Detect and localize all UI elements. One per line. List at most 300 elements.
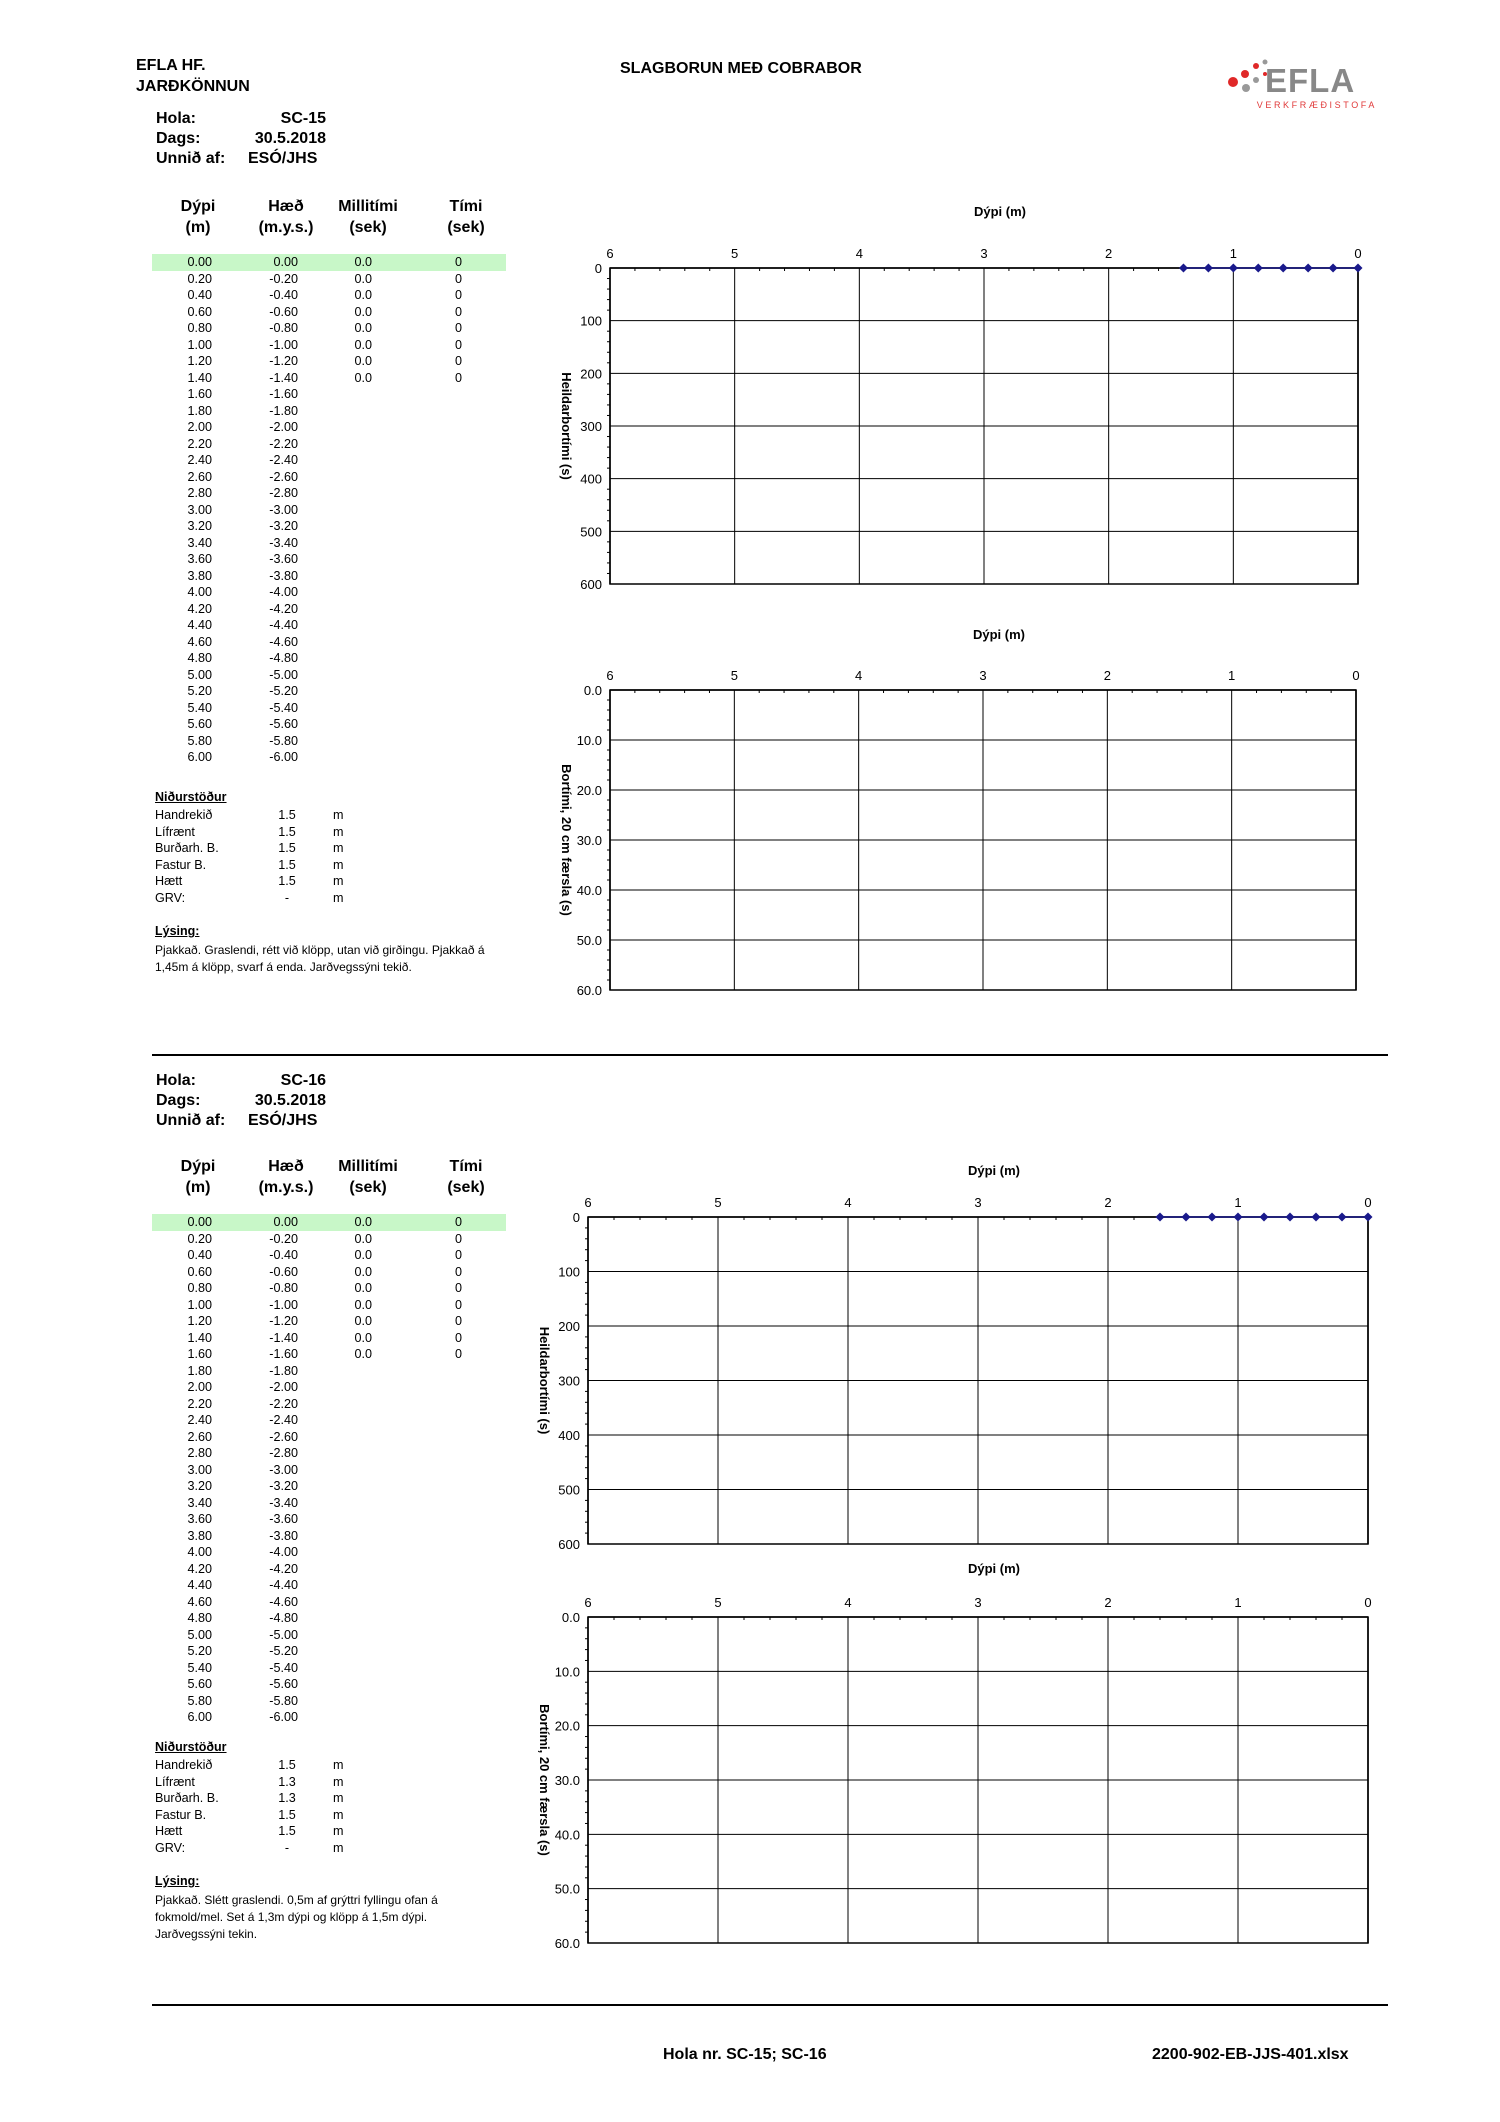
interval-cell: 0.0	[354, 288, 372, 302]
table-row	[152, 584, 506, 601]
result-value: 1.3	[278, 1774, 296, 1789]
y-tick-label: 60.0	[554, 1936, 580, 1951]
hole-date-label: Dags:	[156, 130, 201, 147]
x-tick-label: 2	[1104, 1595, 1112, 1610]
height-cell: -3.40	[269, 535, 298, 550]
y-tick-label: 500	[580, 524, 602, 540]
table-row	[152, 1643, 506, 1660]
y-axis-label: Heildarbortími (s)	[559, 372, 574, 480]
column-header-time-line1: Tími	[449, 1158, 483, 1175]
result-unit: m	[333, 890, 344, 905]
height-cell: -5.80	[269, 733, 298, 748]
depth-cell: 6.00	[187, 750, 212, 764]
time-cell: 0	[454, 255, 462, 269]
height-cell: -3.80	[269, 1528, 298, 1543]
depth-cell: 0.40	[187, 288, 212, 302]
height-cell: -4.60	[269, 1594, 298, 1609]
table-row	[152, 1610, 506, 1627]
result-name: Fastur B.	[155, 1807, 207, 1822]
results-row	[155, 1790, 375, 1807]
column-header-depth-line1: Dýpi	[180, 198, 216, 215]
result-name: Hætt	[155, 874, 183, 888]
interval-cell: 0.0	[354, 337, 372, 352]
result-value: 1.3	[278, 1791, 296, 1805]
height-cell: -0.60	[269, 1264, 298, 1279]
description-title: Lýsing:	[155, 924, 200, 938]
time-cell: 0	[454, 271, 462, 286]
x-tick-label: 1	[1234, 1595, 1242, 1610]
height-cell: -1.40	[269, 370, 298, 385]
result-unit: m	[333, 841, 344, 855]
table-row	[152, 287, 506, 304]
height-cell: -4.00	[269, 1545, 298, 1559]
height-cell: -1.00	[269, 1297, 298, 1312]
height-cell: -3.00	[269, 502, 298, 517]
interval-cell: 0.0	[354, 321, 372, 335]
interval-cell: 0.0	[354, 1264, 372, 1279]
y-tick-label: 0.0	[583, 683, 602, 698]
x-tick-label: 3	[974, 1595, 982, 1610]
interval-cell: 0.0	[354, 370, 372, 385]
depth-cell: 3.00	[187, 502, 212, 517]
column-header-interval	[318, 196, 418, 238]
footer-filename: 2200-902-EB-JJS-401.xlsx	[1152, 2046, 1349, 2063]
chart-sc-15-interval-time	[550, 627, 1366, 1000]
height-cell: -3.60	[269, 552, 298, 566]
height-cell: -1.20	[269, 354, 298, 368]
result-value: 1.5	[278, 857, 296, 872]
hole-id-label: Hola:	[156, 110, 196, 127]
hole-date-row	[156, 1091, 326, 1111]
hole-date-label: Dags:	[156, 1092, 201, 1109]
y-tick-label: 10.0	[576, 733, 602, 748]
column-header-depth	[158, 1156, 238, 1198]
hole-id-row	[156, 109, 326, 129]
depth-cell: 4.00	[187, 1545, 212, 1559]
data-point	[1156, 1213, 1165, 1222]
results-row	[155, 857, 375, 874]
results-row	[155, 890, 375, 907]
interval-cell: 0.0	[354, 1231, 372, 1246]
y-axis-label: Heildarbortími (s)	[537, 1326, 552, 1435]
logo-wordmark: EFLA	[1265, 62, 1356, 99]
depth-cell: 1.60	[187, 387, 212, 401]
column-header-height-line1: Hæð	[268, 1158, 304, 1175]
result-name: Burðarh. B.	[155, 841, 219, 855]
hole-performed-by-value: ESÓ/JHS	[248, 1112, 318, 1129]
x-tick-label: 4	[844, 1195, 852, 1210]
table-row	[152, 551, 506, 568]
depth-cell: 3.60	[187, 1512, 212, 1526]
y-axis-label: Bortími, 20 cm færsla (s)	[537, 1704, 552, 1856]
x-tick-label: 6	[606, 668, 614, 683]
data-point	[1312, 1213, 1321, 1222]
data-point	[1260, 1213, 1269, 1222]
results-row	[155, 1823, 375, 1840]
table-row	[152, 716, 506, 733]
depth-cell: 5.00	[187, 1627, 212, 1642]
table-row	[152, 485, 506, 502]
column-header-time-line2: (sek)	[447, 219, 485, 236]
chart-sc-16-total-time	[528, 1163, 1378, 1554]
depth-cell: 0.80	[187, 1281, 212, 1295]
depth-cell: 0.80	[187, 321, 212, 335]
hole-performed-by-row	[156, 1111, 326, 1131]
interval-cell: 0.0	[354, 1347, 372, 1361]
depth-cell: 0.60	[187, 1264, 212, 1279]
height-cell: -0.20	[269, 271, 298, 286]
table-row	[152, 337, 506, 354]
depth-cell: 5.20	[187, 1644, 212, 1658]
height-cell: -5.40	[269, 700, 298, 715]
depth-cell: 5.60	[187, 717, 212, 731]
y-tick-label: 0	[572, 1210, 580, 1225]
table-row	[152, 452, 506, 469]
time-cell: 0	[454, 321, 462, 335]
time-cell: 0	[454, 1347, 462, 1361]
y-tick-label: 30.0	[576, 833, 602, 848]
height-cell: -5.00	[269, 667, 298, 682]
report-title: SLAGBORUN MEÐ COBRABOR	[620, 60, 862, 77]
table-row	[152, 1544, 506, 1561]
hole-id-label: Hola:	[156, 1072, 196, 1089]
column-header-height-line1: Hæð	[268, 198, 304, 215]
column-header-interval-line1: Millitími	[338, 1158, 398, 1175]
results-row	[155, 840, 375, 857]
height-cell: -2.20	[269, 1396, 298, 1411]
data-point	[1234, 1213, 1243, 1222]
x-tick-label: 6	[606, 246, 614, 261]
height-cell: -1.80	[269, 1363, 298, 1378]
y-tick-label: 50.0	[554, 1881, 580, 1897]
depth-cell: 0.60	[187, 304, 212, 319]
hole-performed-by-label: Unnið af:	[156, 1112, 226, 1129]
result-name: Fastur B.	[155, 857, 207, 872]
hole-id-value: SC-15	[280, 110, 326, 127]
table-row	[152, 1577, 506, 1594]
height-cell: -1.60	[269, 1347, 298, 1361]
depth-cell: 2.40	[187, 453, 212, 467]
height-cell: -6.00	[269, 750, 298, 764]
depth-cell: 1.40	[187, 370, 212, 385]
table-row	[152, 1693, 506, 1710]
x-axis-label: Dýpi (m)	[973, 627, 1025, 642]
result-value: -	[284, 1840, 290, 1855]
depth-cell: 2.00	[187, 1380, 212, 1394]
interval-cell: 0.0	[354, 1314, 372, 1328]
depth-cell: 5.40	[187, 700, 212, 715]
height-cell: 0.00	[273, 1215, 298, 1229]
depth-cell: 1.80	[187, 403, 212, 418]
results-row	[155, 1757, 375, 1774]
table-row	[152, 683, 506, 700]
description-title: Lýsing:	[155, 1874, 200, 1888]
table-row	[152, 1495, 506, 1512]
hole-id-value: SC-16	[280, 1072, 326, 1089]
column-header-interval-line1: Millitími	[338, 198, 398, 215]
interval-cell: 0.0	[354, 1248, 372, 1262]
height-cell: -0.80	[269, 1281, 298, 1295]
results-row	[155, 1840, 375, 1857]
hole-performed-by-row	[156, 149, 326, 169]
time-cell: 0	[454, 1297, 462, 1312]
hole-info	[156, 109, 326, 169]
x-axis-label: Dýpi (m)	[968, 1163, 1020, 1178]
table-row	[152, 386, 506, 403]
height-cell: -5.20	[269, 684, 298, 698]
height-cell: -3.00	[269, 1462, 298, 1477]
results-title: Niðurstöður	[155, 790, 227, 804]
data-point	[1279, 264, 1288, 273]
x-tick-label: 4	[855, 668, 863, 683]
footer-divider	[152, 2004, 1388, 2006]
interval-cell: 0.0	[354, 304, 372, 319]
table-row	[152, 1363, 506, 1380]
y-tick-label: 200	[558, 1319, 580, 1334]
x-tick-label: 3	[974, 1195, 982, 1210]
result-unit: m	[333, 1758, 344, 1772]
data-point	[1304, 264, 1313, 273]
height-cell: -2.80	[269, 486, 298, 500]
company-line2: JARÐKÖNNUN	[136, 78, 250, 95]
y-tick-label: 40.0	[576, 883, 602, 898]
height-cell: -1.60	[269, 387, 298, 401]
interval-cell: 0.0	[354, 255, 372, 269]
height-cell: -2.40	[269, 1413, 298, 1427]
y-tick-label: 60.0	[576, 983, 602, 998]
time-cell: 0	[454, 1264, 462, 1279]
depth-cell: 2.40	[187, 1413, 212, 1427]
depth-cell: 2.80	[187, 1446, 212, 1460]
data-point	[1204, 264, 1213, 273]
table-row	[152, 1214, 506, 1231]
company-name	[136, 55, 250, 97]
hole-date-row	[156, 129, 326, 149]
result-value: -	[284, 890, 290, 905]
interval-cell: 0.0	[354, 1215, 372, 1229]
table-row	[152, 419, 506, 436]
y-tick-label: 0.0	[561, 1610, 580, 1625]
table-row	[152, 254, 506, 271]
hole-id-row	[156, 1071, 326, 1091]
x-tick-label: 4	[855, 246, 863, 261]
result-name: Lífrænt	[155, 824, 195, 839]
depth-cell: 1.20	[187, 1314, 212, 1328]
depth-cell: 3.40	[187, 1495, 212, 1510]
result-unit: m	[333, 857, 344, 872]
column-header-time	[431, 196, 501, 238]
depth-cell: 0.00	[187, 255, 212, 269]
section-divider	[152, 1054, 1388, 1056]
x-tick-label: 2	[1104, 1195, 1112, 1210]
height-cell: -4.40	[269, 618, 298, 632]
depth-cell: 1.40	[187, 1330, 212, 1345]
result-value: 1.5	[278, 824, 296, 839]
depth-cell: 0.20	[187, 1231, 212, 1246]
y-tick-label: 600	[580, 577, 602, 592]
height-cell: -3.60	[269, 1512, 298, 1526]
efla-logo	[1225, 52, 1375, 118]
result-unit: m	[333, 1774, 344, 1789]
results-title: Niðurstöður	[155, 1740, 227, 1754]
table-row	[152, 1264, 506, 1281]
interval-cell: 0.0	[354, 354, 372, 368]
x-tick-label: 5	[731, 246, 739, 261]
table-row	[152, 1379, 506, 1396]
data-point	[1182, 1213, 1191, 1222]
depth-cell: 2.80	[187, 486, 212, 500]
depth-cell: 4.20	[187, 601, 212, 616]
result-unit: m	[333, 1807, 344, 1822]
depth-cell: 3.40	[187, 535, 212, 550]
x-tick-label: 6	[584, 1195, 592, 1210]
height-cell: -4.60	[269, 634, 298, 649]
depth-cell: 2.20	[187, 1396, 212, 1411]
table-row	[152, 271, 506, 288]
table-row	[152, 733, 506, 750]
table-row	[152, 1709, 506, 1726]
table-row	[152, 1330, 506, 1347]
time-cell: 0	[454, 370, 462, 385]
depth-cell: 1.60	[187, 1347, 212, 1361]
x-tick-label: 5	[714, 1195, 722, 1210]
height-cell: -1.40	[269, 1330, 298, 1345]
height-cell: -3.40	[269, 1495, 298, 1510]
y-tick-label: 400	[580, 471, 602, 487]
time-cell: 0	[454, 354, 462, 368]
height-cell: -2.80	[269, 1446, 298, 1460]
time-cell: 0	[454, 1248, 462, 1262]
results-row	[155, 1774, 375, 1791]
time-cell: 0	[454, 1330, 462, 1345]
time-cell: 0	[454, 1281, 462, 1295]
result-value: 1.5	[278, 808, 296, 822]
height-cell: -1.00	[269, 337, 298, 352]
hole-date-value: 30.5.2018	[254, 1092, 326, 1109]
y-tick-label: 40.0	[554, 1827, 580, 1843]
x-tick-label: 4	[844, 1595, 852, 1610]
depth-cell: 5.60	[187, 1677, 212, 1691]
column-header-time-line1: Tími	[449, 198, 483, 215]
interval-cell: 0.0	[354, 1281, 372, 1295]
height-cell: -2.60	[269, 1429, 298, 1444]
time-cell: 0	[454, 304, 462, 319]
height-cell: -3.80	[269, 568, 298, 583]
x-tick-label: 5	[714, 1595, 722, 1610]
table-row	[152, 1313, 506, 1330]
table-row	[152, 403, 506, 420]
depth-cell: 6.00	[187, 1710, 212, 1724]
y-tick-label: 100	[558, 1264, 580, 1280]
table-row	[152, 700, 506, 717]
depth-cell: 3.20	[187, 1479, 212, 1493]
height-cell: -4.00	[269, 585, 298, 599]
table-row	[152, 1511, 506, 1528]
height-cell: -2.00	[269, 1380, 298, 1394]
table-row	[152, 1528, 506, 1545]
depth-cell: 4.60	[187, 634, 212, 649]
table-row	[152, 749, 506, 766]
result-name: Handrekið	[155, 808, 213, 822]
y-tick-label: 300	[580, 419, 602, 434]
depth-cell: 5.80	[187, 1693, 212, 1708]
company-line1: EFLA HF.	[136, 57, 206, 74]
height-cell: -4.40	[269, 1578, 298, 1592]
table-row	[152, 518, 506, 535]
depth-cell: 5.00	[187, 667, 212, 682]
time-cell: 0	[454, 1314, 462, 1328]
depth-cell: 0.40	[187, 1248, 212, 1262]
interval-cell: 0.0	[354, 271, 372, 286]
table-row	[152, 1594, 506, 1611]
y-tick-label: 500	[558, 1482, 580, 1498]
column-header-depth	[158, 196, 238, 238]
depth-cell: 2.00	[187, 420, 212, 434]
description-text: Pjakkað. Graslendi, rétt við klöpp, utan við girðingu. Pjakkað á 1,45m á klöpp, svarf á enda. Jarðvegssýni tekið.	[155, 943, 485, 974]
result-unit: m	[333, 874, 344, 888]
result-name: GRV:	[155, 890, 186, 905]
depth-cell: 2.20	[187, 436, 212, 451]
depth-cell: 3.60	[187, 552, 212, 566]
interval-cell: 0.0	[354, 1330, 372, 1345]
y-tick-label: 300	[558, 1373, 580, 1389]
depth-cell: 5.80	[187, 733, 212, 748]
table-row	[152, 469, 506, 486]
height-cell: -0.40	[269, 1248, 298, 1262]
column-header-interval-line2: (sek)	[349, 219, 387, 236]
table-row	[152, 1346, 506, 1363]
chart-sc-15-total-time	[550, 204, 1368, 594]
column-header-depth-line2: (m)	[185, 1179, 211, 1196]
data-point	[1286, 1213, 1295, 1222]
time-cell: 0	[454, 337, 462, 352]
table-row	[152, 1478, 506, 1495]
height-cell: -1.20	[269, 1314, 298, 1328]
y-tick-label: 100	[580, 313, 602, 329]
depth-cell: 1.80	[187, 1363, 212, 1378]
table-row	[152, 1561, 506, 1578]
x-tick-label: 2	[1105, 246, 1113, 261]
table-row	[152, 1231, 506, 1248]
logo-dots-icon	[1225, 56, 1269, 96]
height-cell: -4.80	[269, 651, 298, 665]
x-tick-label: 1	[1229, 246, 1237, 261]
table-row	[152, 353, 506, 370]
table-row	[152, 667, 506, 684]
height-cell: -2.40	[269, 453, 298, 467]
table-row	[152, 1462, 506, 1479]
y-axis-label: Bortími, 20 cm færsla (s)	[559, 764, 574, 916]
results-row	[155, 1807, 375, 1824]
hole-date-value: 30.5.2018	[254, 130, 326, 147]
results-row	[155, 824, 375, 841]
height-cell: -3.20	[269, 1479, 298, 1493]
result-name: Burðarh. B.	[155, 1791, 219, 1805]
depth-cell: 0.20	[187, 271, 212, 286]
y-tick-label: 0	[594, 261, 602, 276]
result-value: 1.5	[278, 874, 296, 888]
depth-cell: 3.00	[187, 1462, 212, 1477]
description-text: Pjakkað. Slétt graslendi. 0,5m af grýttri fyllingu ofan á fokmold/mel. Set á 1,3m dýpi og klöpp á 1,5m dýpi. Jarðvegssýni tekin.	[155, 1893, 438, 1941]
height-cell: 0.00	[273, 255, 298, 269]
table-row	[152, 1676, 506, 1693]
time-cell: 0	[454, 288, 462, 302]
results-row	[155, 807, 375, 824]
table-row	[152, 1247, 506, 1264]
depth-cell: 4.40	[187, 618, 212, 632]
height-cell: -4.80	[269, 1611, 298, 1625]
table-row	[152, 601, 506, 618]
